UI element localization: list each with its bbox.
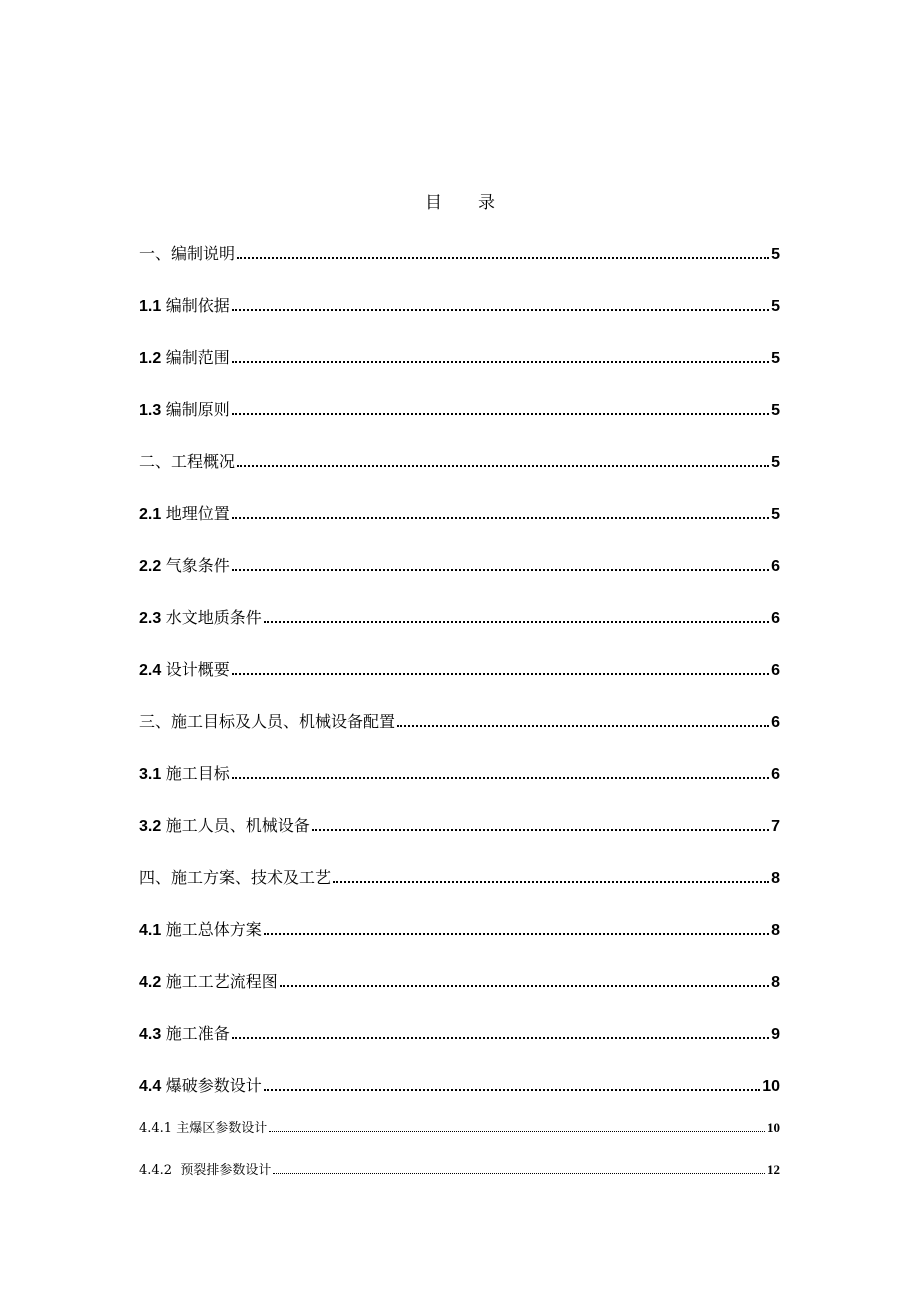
- dot-leader: [232, 361, 769, 363]
- toc-entry-page: 5: [771, 350, 780, 367]
- dot-leader: [232, 309, 769, 311]
- toc-entry-text: 主爆区参数设计: [176, 1121, 268, 1136]
- toc-entry[interactable]: [139, 916, 780, 940]
- toc-entry-text: 施工工艺流程图: [165, 972, 278, 991]
- dot-leader: [273, 1173, 765, 1174]
- toc-entry-text: 四、施工方案、技术及工艺: [139, 868, 332, 887]
- dot-leader: [269, 1131, 765, 1132]
- dot-leader: [237, 465, 769, 467]
- dot-leader: [232, 413, 769, 415]
- toc-title: [0, 188, 920, 213]
- toc-entry[interactable]: [139, 344, 780, 368]
- toc-title-char-1: 目: [425, 193, 442, 213]
- toc-entry-number: 2.1: [139, 506, 166, 523]
- toc-entry[interactable]: [139, 292, 780, 316]
- toc-entry-number: 4.1: [139, 922, 166, 939]
- toc-entry-page: 6: [771, 610, 780, 627]
- dot-leader: [232, 569, 769, 571]
- toc-entry-page: 5: [771, 506, 780, 523]
- toc-entry-text: 编制依据: [165, 296, 230, 315]
- toc-entry-text: 二、工程概况: [139, 452, 236, 471]
- toc-entry-text: 一、编制说明: [139, 244, 236, 263]
- toc-entry-text: 施工人员、机械设备: [165, 816, 310, 835]
- toc-entry-number: 1.2: [139, 350, 166, 367]
- toc-sub-entry[interactable]: [139, 1160, 780, 1178]
- toc-entry-page: 5: [771, 402, 780, 419]
- toc-entry-page: 8: [771, 974, 780, 991]
- toc-entry-number: 4.4: [139, 1078, 166, 1095]
- toc-entry-number: 4.3: [139, 1026, 166, 1043]
- dot-leader: [232, 777, 769, 779]
- toc-entry[interactable]: [139, 604, 780, 628]
- toc-entry-number: 2.3: [139, 610, 166, 627]
- toc-entry-number: 1.1: [139, 298, 166, 315]
- toc-entry-text: 三、施工目标及人员、机械设备配置: [139, 712, 396, 731]
- toc-sub-entry[interactable]: [139, 1118, 780, 1136]
- dot-leader: [397, 725, 769, 727]
- toc-entry-text: 设计概要: [165, 660, 230, 679]
- toc-entry[interactable]: [139, 656, 780, 680]
- dot-leader: [232, 673, 769, 675]
- dot-leader: [264, 1089, 761, 1091]
- toc-entry[interactable]: [139, 552, 780, 576]
- toc-entry-number: 3.2: [139, 818, 166, 835]
- toc-entry-number: 4.2: [139, 974, 166, 991]
- toc-entry-page: 6: [771, 558, 780, 575]
- toc-entry-page: 9: [771, 1026, 780, 1043]
- toc-entry[interactable]: [139, 1072, 780, 1096]
- toc-entry-text: 编制原则: [165, 400, 230, 419]
- toc-entry[interactable]: [139, 812, 780, 836]
- toc-entry-page: 10: [762, 1078, 780, 1095]
- toc-entry-text: 施工准备: [165, 1024, 230, 1043]
- toc-entry-number: 4.4.2: [139, 1163, 181, 1178]
- toc-entry-page: 6: [771, 766, 780, 783]
- dot-leader: [333, 881, 769, 883]
- toc-entry-page: 6: [771, 714, 780, 731]
- dot-leader: [232, 517, 769, 519]
- dot-leader: [312, 829, 769, 831]
- toc-entry-number: 2.4: [139, 662, 166, 679]
- toc-entry-number: 2.2: [139, 558, 166, 575]
- toc-entry-page: 5: [771, 246, 780, 263]
- toc-entry-number: 3.1: [139, 766, 166, 783]
- toc-entry-page: 12: [767, 1162, 780, 1177]
- toc-entry[interactable]: [139, 760, 780, 784]
- toc-entry-text: 施工总体方案: [165, 920, 262, 939]
- toc-entry-text: 预裂排参数设计: [180, 1163, 272, 1178]
- toc-entry-page: 6: [771, 662, 780, 679]
- toc-entry[interactable]: [139, 1020, 780, 1044]
- toc-entry-page: 10: [767, 1120, 780, 1135]
- toc-entry[interactable]: [139, 448, 780, 472]
- toc-entry-page: 8: [771, 922, 780, 939]
- toc-entry-page: 7: [771, 818, 780, 835]
- toc-entry-page: 5: [771, 454, 780, 471]
- toc-entry-text: 地理位置: [165, 504, 230, 523]
- toc-entry-number: 1.3: [139, 402, 166, 419]
- toc-entry-number: 4.4.1: [139, 1121, 177, 1136]
- dot-leader: [232, 1037, 769, 1039]
- toc-entry[interactable]: [139, 500, 780, 524]
- toc-entry-text: 爆破参数设计: [165, 1076, 262, 1095]
- dot-leader: [264, 621, 769, 623]
- dot-leader: [264, 933, 769, 935]
- toc-entry[interactable]: [139, 968, 780, 992]
- dot-leader: [237, 257, 769, 259]
- toc-entry-page: 8: [771, 870, 780, 887]
- toc-entry-text: 气象条件: [165, 556, 230, 575]
- toc-entry[interactable]: [139, 864, 780, 888]
- toc-title-char-2: 录: [478, 193, 495, 213]
- toc-entry-text: 施工目标: [165, 764, 230, 783]
- dot-leader: [280, 985, 769, 987]
- toc-entry[interactable]: [139, 708, 780, 732]
- toc-entry[interactable]: [139, 240, 780, 264]
- toc-entry-page: 5: [771, 298, 780, 315]
- toc-entry-text: 编制范围: [165, 348, 230, 367]
- toc-entry-text: 水文地质条件: [165, 608, 262, 627]
- toc-entry[interactable]: [139, 396, 780, 420]
